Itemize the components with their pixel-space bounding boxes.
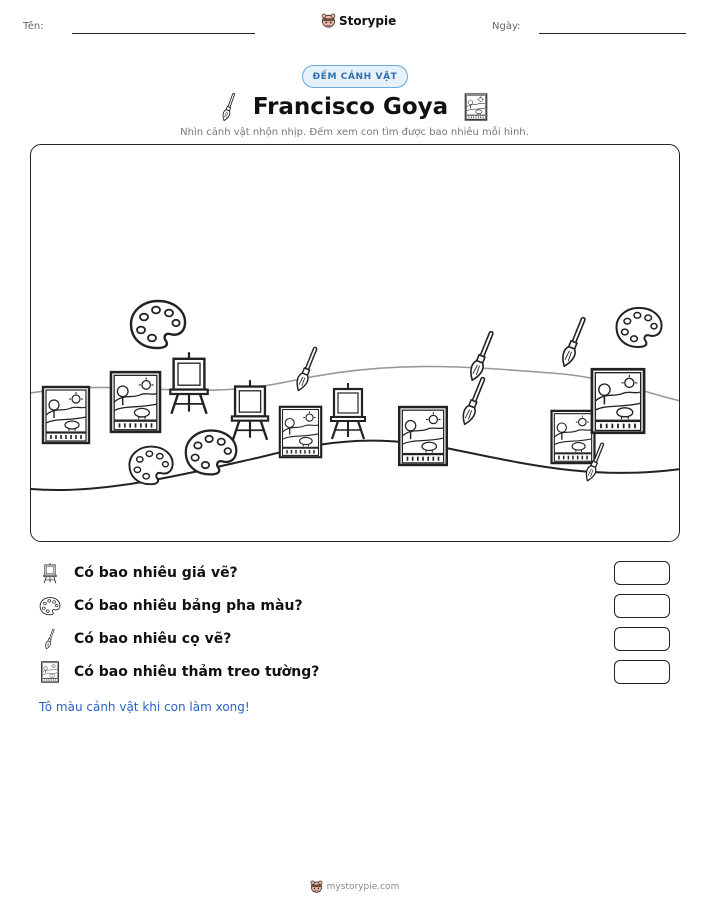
palette-2 (617, 308, 662, 347)
brush-3 (460, 376, 489, 427)
question-text: Có bao nhiêu bảng pha màu? (74, 598, 303, 614)
instructions: Nhìn cảnh vật nhộn nhịp. Đếm xem con tìm được bao nhiêu mỗi hình. (180, 127, 529, 138)
coloring-note: Tô màu cảnh vật khi con làm xong! (39, 700, 250, 714)
tapestry-1 (43, 387, 89, 443)
brand-logo (321, 13, 396, 28)
question-text: Có bao nhiêu thảm treo tường? (74, 664, 320, 680)
brand-name: Storypie (339, 13, 397, 28)
mascot-icon (310, 880, 323, 893)
tapestry-5 (552, 411, 595, 463)
brush-2 (467, 330, 497, 383)
tapestry-4 (399, 407, 447, 465)
answer-box-easel[interactable] (614, 561, 670, 585)
date-label: Ngày: (492, 21, 521, 32)
easel-2 (232, 380, 268, 440)
answer-box-tapestry[interactable] (614, 660, 670, 684)
mascot-icon (321, 13, 336, 28)
answer-box-brush[interactable] (614, 627, 670, 651)
brush-4 (559, 316, 589, 369)
palette-1 (131, 301, 185, 348)
tapestry-2 (111, 372, 160, 432)
question-brush (39, 626, 670, 652)
tapestry-6 (592, 369, 644, 432)
page-title: Francisco Goya (252, 94, 449, 120)
scene-illustration (31, 145, 680, 542)
easel-1 (170, 352, 207, 414)
question-text: Có bao nhiêu giá vẽ? (74, 565, 238, 581)
question-palette (39, 593, 670, 619)
date-line[interactable] (539, 33, 686, 34)
easel-icon (41, 562, 59, 584)
footer-url: mystorypie.com (326, 881, 400, 892)
paintbrush-icon (42, 627, 59, 651)
question-text: Có bao nhiêu cọ vẽ? (74, 631, 232, 647)
palette-icon (39, 596, 61, 616)
footer (0, 880, 709, 893)
activity-badge: ĐẾM CẢNH VẬT (302, 65, 408, 88)
counting-scene (30, 144, 680, 542)
answer-box-palette[interactable] (614, 594, 670, 618)
tapestry-icon (464, 93, 488, 121)
name-label: Tên: (23, 21, 44, 32)
question-easel (39, 560, 670, 586)
paintbrush-icon (216, 90, 241, 124)
title-row (0, 90, 709, 124)
name-line[interactable] (72, 33, 255, 34)
question-tapestry (39, 659, 670, 685)
tapestry-icon (40, 661, 60, 683)
brush-1 (294, 346, 321, 393)
palette-4 (186, 431, 236, 475)
tapestry-3 (280, 407, 321, 457)
easel-3 (331, 383, 365, 439)
